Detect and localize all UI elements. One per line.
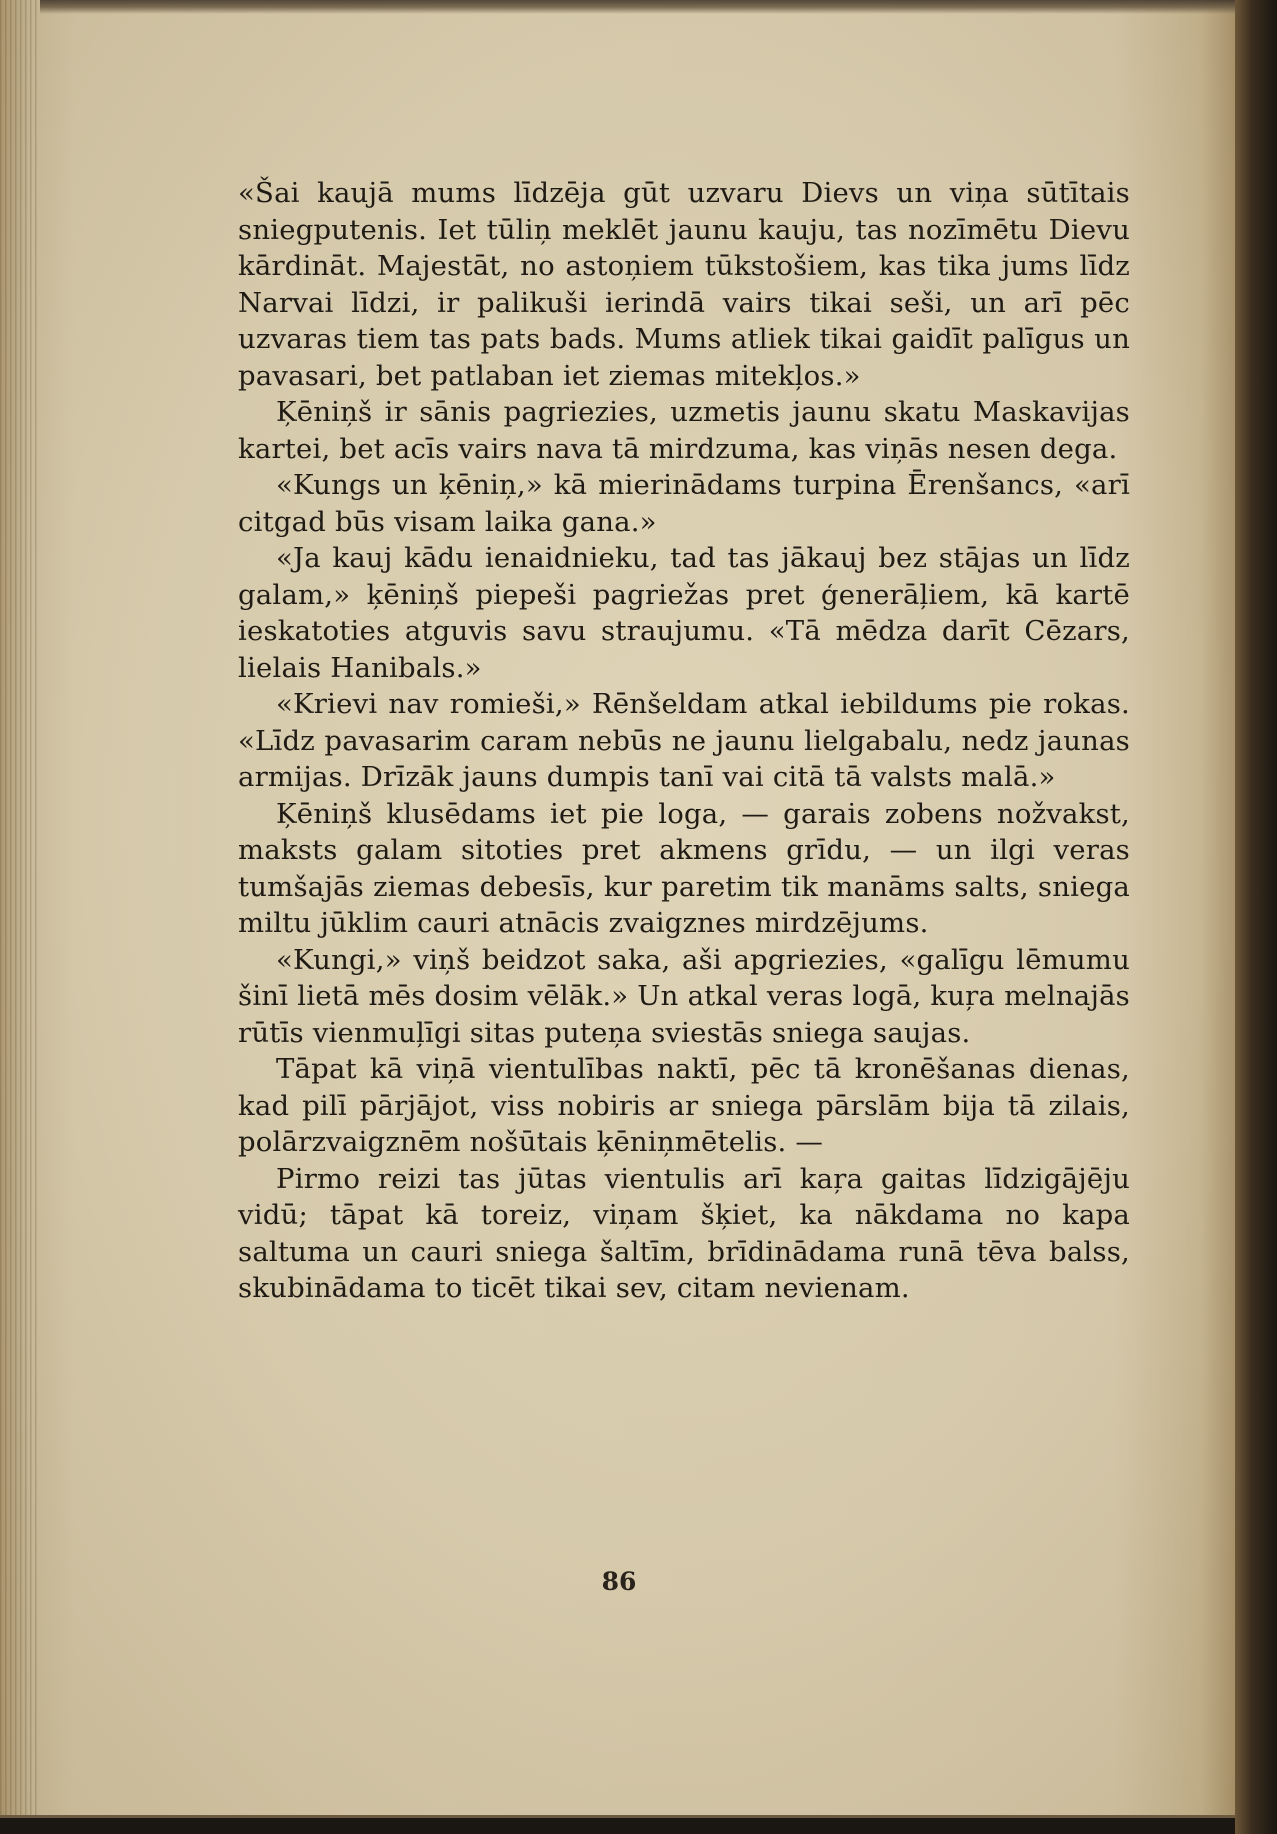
paragraph: «Šai kaujā mums līdzēja gūt uzvaru Dievs un viņa sūtītais sniegputenis. Iet tūliņ meklēt jaunu kauju, tas nozīmētu Dievu kārdināt. Majestāt, no astoņiem tūkstošiem, kas tika jums līdz Narvai līdzi, ir palikuši ierindā vairs tikai seši, un arī pēc uzvaras tiem tas pats bads. Mums atliek tikai gaidīt palīgus un pavasari, bet patlaban iet ziemas mitekļos.» [238,177,1130,392]
paragraph: Ķēniņš klusēdams iet pie loga, — garais zobens nožvakst, maksts galam sitoties pret akmens grīdu, — un ilgi veras tumšajās ziemas debesīs, kur paretim tik manāms salts, sniega miltu jūklim cauri atnācis zvaigznes mirdzējums. [238,797,1130,939]
paragraph: Ķēniņš ir sānis pagriezies, uzmetis jaunu skatu Maskavijas kartei, bet acīs vairs nava tā mirdzuma, kas viņās nesen dega. [238,396,1130,465]
paragraph: «Kungi,» viņš beidzot saka, aši apgriezies, «galīgu lēmumu šinī lietā mēs dosim vēlāk.» Un atkal veras logā, kuŗa melnajās rūtīs vienmuļīgi sitas puteņa sviestās sniega saujas. [238,943,1130,1049]
book-spine [1235,0,1277,1834]
page-edge-left [0,0,40,1815]
paragraph: «Krievi nav romieši,» Rēnšeldam atkal iebildums pie rokas. «Līdz pavasarim caram nebūs ne jaunu lielgabalu, nedz jaunas armijas. Drīzāk jauns dumpis tanī vai citā tā valsts malā.» [238,688,1130,793]
paragraph: «Kungs un ķēniņ,» kā mierinādams turpina Ērenšancs, «arī citgad būs visam laika gana.» [238,469,1130,538]
page-edge-top [40,0,1238,14]
paragraph: «Ja kauj kādu ienaidnieku, tad tas jākauj bez stājas un līdz galam,» ķēniņš piepeši pagriežas pret ģenerāļiem, kā kartē ieskatoties atguvis savu straujumu. «Tā mēdza darīt Cēzars, lielais Hanibals.» [238,542,1130,684]
paragraph: Tāpat kā viņā vientulības naktī, pēc tā kronēšanas dienas, kad pilī pārjājot, viss nobiris ar sniega pārslām bija tā zilais, polārzvaigznēm nošūtais ķēniņmētelis. — [238,1053,1130,1158]
paragraph: Pirmo reizi tas jūtas vientulis arī kaŗa gaitas līdzigājēju vidū; tāpat kā toreiz, viņam šķiet, ka nākdama no kapa saltuma un cauri sniega šaltīm, brīdinādama runā tēva balss, skubinādama to ticēt tikai sev, citam nevienam. [238,1162,1130,1304]
body-text [238,175,1130,1307]
page-number: 86 [601,1567,637,1596]
